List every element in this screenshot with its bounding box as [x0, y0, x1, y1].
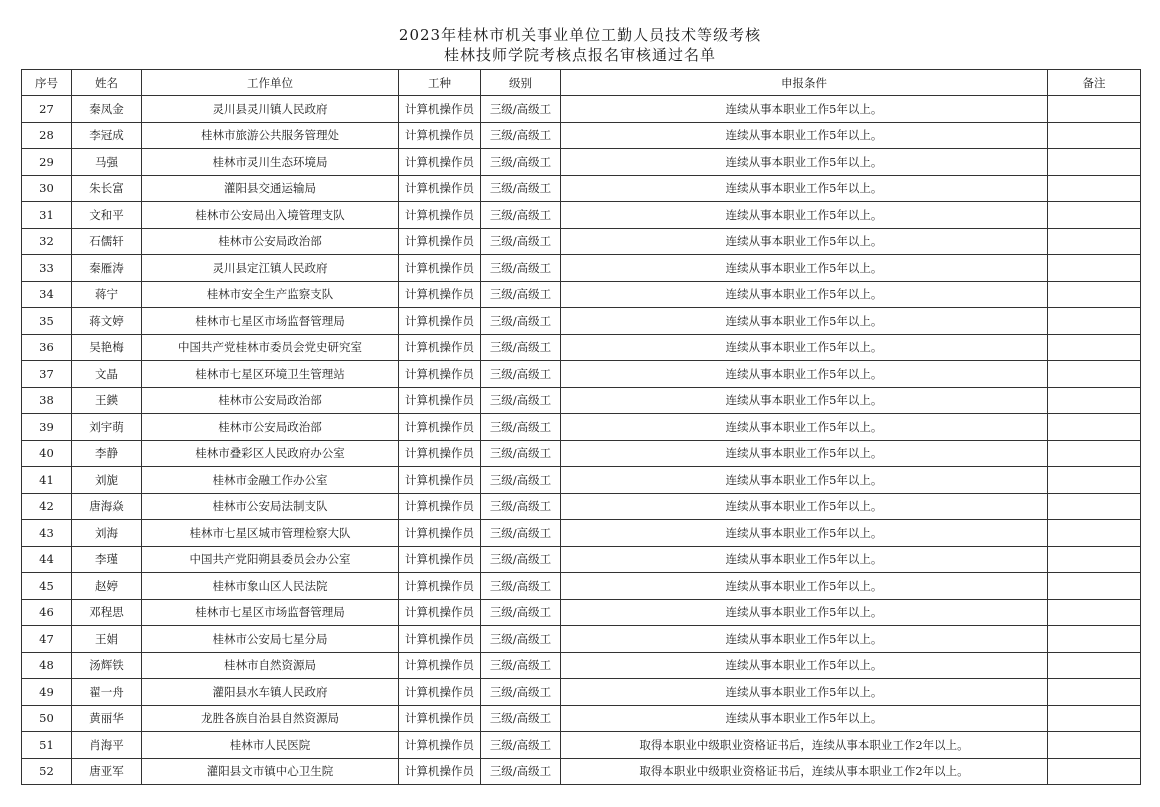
cell-remark [1048, 599, 1141, 626]
table-row [22, 467, 1141, 494]
cell-condition: 连续从事本职业工作5年以上。 [561, 599, 1048, 626]
cell-index: 52 [22, 758, 72, 785]
cell-trade: 计算机操作员 [399, 546, 481, 573]
cell-remark [1048, 175, 1141, 202]
cell-employer: 中国共产党阳朔县委员会办公室 [142, 546, 399, 573]
cell-index: 38 [22, 387, 72, 414]
table-row [22, 281, 1141, 308]
cell-trade: 计算机操作员 [399, 387, 481, 414]
cell-name: 翟一舟 [72, 679, 142, 706]
cell-name: 黄丽华 [72, 705, 142, 732]
cell-trade: 计算机操作员 [399, 361, 481, 388]
cell-trade: 计算机操作员 [399, 175, 481, 202]
cell-employer: 灌阳县文市镇中心卫生院 [142, 758, 399, 785]
table-row [22, 96, 1141, 123]
cell-index: 46 [22, 599, 72, 626]
cell-name: 刘宇萌 [72, 414, 142, 441]
cell-name: 李冠成 [72, 122, 142, 149]
cell-condition: 连续从事本职业工作5年以上。 [561, 520, 1048, 547]
cell-trade: 计算机操作员 [399, 228, 481, 255]
cell-level: 三级/高级工 [481, 202, 561, 229]
cell-condition: 连续从事本职业工作5年以上。 [561, 228, 1048, 255]
table-row [22, 228, 1141, 255]
cell-employer: 灌阳县水车镇人民政府 [142, 679, 399, 706]
table-row [22, 149, 1141, 176]
cell-employer: 桂林市七星区环境卫生管理站 [142, 361, 399, 388]
cell-name: 石儒轩 [72, 228, 142, 255]
table-row [22, 387, 1141, 414]
cell-trade: 计算机操作员 [399, 652, 481, 679]
cell-level: 三级/高级工 [481, 255, 561, 282]
cell-index: 49 [22, 679, 72, 706]
cell-remark [1048, 705, 1141, 732]
cell-trade: 计算机操作员 [399, 202, 481, 229]
cell-remark [1048, 96, 1141, 123]
cell-index: 30 [22, 175, 72, 202]
header-remark: 备注 [1048, 70, 1141, 96]
cell-remark [1048, 387, 1141, 414]
cell-trade: 计算机操作员 [399, 122, 481, 149]
table-row [22, 599, 1141, 626]
table-row [22, 758, 1141, 785]
cell-condition: 连续从事本职业工作5年以上。 [561, 387, 1048, 414]
cell-remark [1048, 758, 1141, 785]
cell-condition: 连续从事本职业工作5年以上。 [561, 149, 1048, 176]
cell-condition: 取得本职业中级职业资格证书后，连续从事本职业工作2年以上。 [561, 732, 1048, 759]
cell-index: 39 [22, 414, 72, 441]
cell-remark [1048, 122, 1141, 149]
cell-name: 蒋文婷 [72, 308, 142, 335]
applicant-table [21, 69, 1141, 785]
cell-index: 41 [22, 467, 72, 494]
cell-condition: 连续从事本职业工作5年以上。 [561, 175, 1048, 202]
cell-level: 三级/高级工 [481, 493, 561, 520]
cell-condition: 连续从事本职业工作5年以上。 [561, 361, 1048, 388]
cell-remark [1048, 334, 1141, 361]
cell-level: 三级/高级工 [481, 440, 561, 467]
table-body [22, 96, 1141, 785]
cell-remark [1048, 440, 1141, 467]
cell-condition: 连续从事本职业工作5年以上。 [561, 96, 1048, 123]
cell-trade: 计算机操作员 [399, 149, 481, 176]
cell-condition: 连续从事本职业工作5年以上。 [561, 255, 1048, 282]
header-trade: 工种 [399, 70, 481, 96]
cell-remark [1048, 573, 1141, 600]
cell-name: 马强 [72, 149, 142, 176]
table-row [22, 361, 1141, 388]
cell-index: 33 [22, 255, 72, 282]
header-level: 级别 [481, 70, 561, 96]
cell-employer: 桂林市人民医院 [142, 732, 399, 759]
cell-level: 三级/高级工 [481, 175, 561, 202]
cell-employer: 桂林市七星区城市管理检察大队 [142, 520, 399, 547]
cell-index: 50 [22, 705, 72, 732]
cell-name: 赵婷 [72, 573, 142, 600]
table-row [22, 652, 1141, 679]
cell-name: 文和平 [72, 202, 142, 229]
header-employer: 工作单位 [142, 70, 399, 96]
document-subtitle: 桂林技师学院考核点报名审核通过名单 [443, 46, 716, 64]
cell-employer: 桂林市公安局出入境管理支队 [142, 202, 399, 229]
cell-remark [1048, 546, 1141, 573]
cell-trade: 计算机操作员 [399, 255, 481, 282]
cell-index: 42 [22, 493, 72, 520]
table-row [22, 573, 1141, 600]
cell-trade: 计算机操作员 [399, 520, 481, 547]
cell-condition: 连续从事本职业工作5年以上。 [561, 414, 1048, 441]
cell-trade: 计算机操作员 [399, 599, 481, 626]
cell-trade: 计算机操作员 [399, 732, 481, 759]
cell-remark [1048, 679, 1141, 706]
cell-employer: 桂林市公安局法制支队 [142, 493, 399, 520]
cell-trade: 计算机操作员 [399, 440, 481, 467]
table-row [22, 679, 1141, 706]
cell-remark [1048, 493, 1141, 520]
cell-trade: 计算机操作员 [399, 573, 481, 600]
cell-level: 三级/高级工 [481, 652, 561, 679]
cell-index: 37 [22, 361, 72, 388]
table-row [22, 202, 1141, 229]
table-row [22, 520, 1141, 547]
cell-level: 三级/高级工 [481, 758, 561, 785]
cell-remark [1048, 520, 1141, 547]
cell-name: 朱长富 [72, 175, 142, 202]
cell-trade: 计算机操作员 [399, 705, 481, 732]
cell-employer: 灌阳县交通运输局 [142, 175, 399, 202]
header-name: 姓名 [72, 70, 142, 96]
cell-remark [1048, 308, 1141, 335]
cell-name: 王娟 [72, 626, 142, 653]
cell-employer: 桂林市七星区市场监督管理局 [142, 599, 399, 626]
cell-trade: 计算机操作员 [399, 493, 481, 520]
cell-employer: 桂林市叠彩区人民政府办公室 [142, 440, 399, 467]
cell-employer: 桂林市旅游公共服务管理处 [142, 122, 399, 149]
table-row [22, 255, 1141, 282]
cell-employer: 桂林市公安局七星分局 [142, 626, 399, 653]
cell-condition: 连续从事本职业工作5年以上。 [561, 573, 1048, 600]
cell-condition: 连续从事本职业工作5年以上。 [561, 705, 1048, 732]
cell-remark [1048, 626, 1141, 653]
cell-name: 刘海 [72, 520, 142, 547]
cell-remark [1048, 652, 1141, 679]
cell-index: 36 [22, 334, 72, 361]
cell-employer: 桂林市象山区人民法院 [142, 573, 399, 600]
cell-level: 三级/高级工 [481, 732, 561, 759]
cell-employer: 桂林市安全生产监察支队 [142, 281, 399, 308]
cell-index: 29 [22, 149, 72, 176]
cell-index: 51 [22, 732, 72, 759]
cell-index: 27 [22, 96, 72, 123]
cell-employer: 龙胜各族自治县自然资源局 [142, 705, 399, 732]
table-row [22, 626, 1141, 653]
cell-condition: 连续从事本职业工作5年以上。 [561, 440, 1048, 467]
cell-name: 秦凤金 [72, 96, 142, 123]
cell-condition: 取得本职业中级职业资格证书后，连续从事本职业工作2年以上。 [561, 758, 1048, 785]
cell-level: 三级/高级工 [481, 387, 561, 414]
cell-name: 唐亚军 [72, 758, 142, 785]
cell-index: 44 [22, 546, 72, 573]
table-row [22, 440, 1141, 467]
cell-remark [1048, 732, 1141, 759]
table-row [22, 546, 1141, 573]
table-row [22, 705, 1141, 732]
cell-name: 李静 [72, 440, 142, 467]
cell-trade: 计算机操作员 [399, 281, 481, 308]
cell-condition: 连续从事本职业工作5年以上。 [561, 202, 1048, 229]
cell-trade: 计算机操作员 [399, 467, 481, 494]
cell-index: 28 [22, 122, 72, 149]
cell-employer: 桂林市金融工作办公室 [142, 467, 399, 494]
cell-level: 三级/高级工 [481, 679, 561, 706]
cell-name: 文晶 [72, 361, 142, 388]
cell-remark [1048, 255, 1141, 282]
cell-index: 35 [22, 308, 72, 335]
document-title: 2023年桂林市机关事业单位工勤人员技术等级考核 [398, 26, 762, 44]
header-index: 序号 [22, 70, 72, 96]
cell-remark [1048, 414, 1141, 441]
cell-employer: 桂林市公安局政治部 [142, 228, 399, 255]
cell-condition: 连续从事本职业工作5年以上。 [561, 467, 1048, 494]
cell-condition: 连续从事本职业工作5年以上。 [561, 679, 1048, 706]
cell-condition: 连续从事本职业工作5年以上。 [561, 626, 1048, 653]
cell-remark [1048, 467, 1141, 494]
cell-level: 三级/高级工 [481, 96, 561, 123]
cell-level: 三级/高级工 [481, 705, 561, 732]
cell-index: 31 [22, 202, 72, 229]
cell-employer: 桂林市七星区市场监督管理局 [142, 308, 399, 335]
cell-remark [1048, 202, 1141, 229]
cell-trade: 计算机操作员 [399, 414, 481, 441]
table-header-row [22, 70, 1141, 96]
cell-level: 三级/高级工 [481, 281, 561, 308]
cell-employer: 桂林市公安局政治部 [142, 414, 399, 441]
table-row [22, 732, 1141, 759]
cell-level: 三级/高级工 [481, 573, 561, 600]
cell-employer: 中国共产党桂林市委员会党史研究室 [142, 334, 399, 361]
cell-trade: 计算机操作员 [399, 308, 481, 335]
cell-index: 47 [22, 626, 72, 653]
cell-level: 三级/高级工 [481, 361, 561, 388]
table-row [22, 122, 1141, 149]
cell-index: 40 [22, 440, 72, 467]
cell-name: 蒋宁 [72, 281, 142, 308]
cell-level: 三级/高级工 [481, 467, 561, 494]
cell-level: 三级/高级工 [481, 626, 561, 653]
cell-condition: 连续从事本职业工作5年以上。 [561, 334, 1048, 361]
cell-name: 汤辉铁 [72, 652, 142, 679]
header-condition: 申报条件 [561, 70, 1048, 96]
cell-name: 秦雁涛 [72, 255, 142, 282]
cell-index: 43 [22, 520, 72, 547]
cell-employer: 桂林市灵川生态环境局 [142, 149, 399, 176]
cell-level: 三级/高级工 [481, 308, 561, 335]
cell-level: 三级/高级工 [481, 334, 561, 361]
cell-level: 三级/高级工 [481, 149, 561, 176]
cell-employer: 桂林市自然资源局 [142, 652, 399, 679]
cell-remark [1048, 228, 1141, 255]
cell-index: 34 [22, 281, 72, 308]
cell-name: 吴艳梅 [72, 334, 142, 361]
cell-employer: 灵川县灵川镇人民政府 [142, 96, 399, 123]
cell-index: 48 [22, 652, 72, 679]
cell-name: 刘旎 [72, 467, 142, 494]
cell-index: 45 [22, 573, 72, 600]
table-row [22, 493, 1141, 520]
cell-level: 三级/高级工 [481, 546, 561, 573]
cell-trade: 计算机操作员 [399, 96, 481, 123]
cell-remark [1048, 361, 1141, 388]
cell-level: 三级/高级工 [481, 599, 561, 626]
cell-level: 三级/高级工 [481, 228, 561, 255]
cell-condition: 连续从事本职业工作5年以上。 [561, 308, 1048, 335]
cell-trade: 计算机操作员 [399, 334, 481, 361]
cell-level: 三级/高级工 [481, 520, 561, 547]
cell-condition: 连续从事本职业工作5年以上。 [561, 493, 1048, 520]
cell-condition: 连续从事本职业工作5年以上。 [561, 652, 1048, 679]
cell-condition: 连续从事本职业工作5年以上。 [561, 546, 1048, 573]
cell-condition: 连续从事本职业工作5年以上。 [561, 122, 1048, 149]
cell-name: 王鍈 [72, 387, 142, 414]
cell-name: 邓程思 [72, 599, 142, 626]
table-row [22, 175, 1141, 202]
cell-level: 三级/高级工 [481, 414, 561, 441]
table-row [22, 308, 1141, 335]
cell-trade: 计算机操作员 [399, 758, 481, 785]
cell-condition: 连续从事本职业工作5年以上。 [561, 281, 1048, 308]
cell-name: 肖海平 [72, 732, 142, 759]
table-row [22, 414, 1141, 441]
table-row [22, 334, 1141, 361]
cell-remark [1048, 149, 1141, 176]
cell-employer: 灵川县定江镇人民政府 [142, 255, 399, 282]
cell-trade: 计算机操作员 [399, 679, 481, 706]
cell-name: 李瑾 [72, 546, 142, 573]
cell-index: 32 [22, 228, 72, 255]
cell-level: 三级/高级工 [481, 122, 561, 149]
cell-employer: 桂林市公安局政治部 [142, 387, 399, 414]
cell-trade: 计算机操作员 [399, 626, 481, 653]
cell-remark [1048, 281, 1141, 308]
cell-name: 唐海焱 [72, 493, 142, 520]
